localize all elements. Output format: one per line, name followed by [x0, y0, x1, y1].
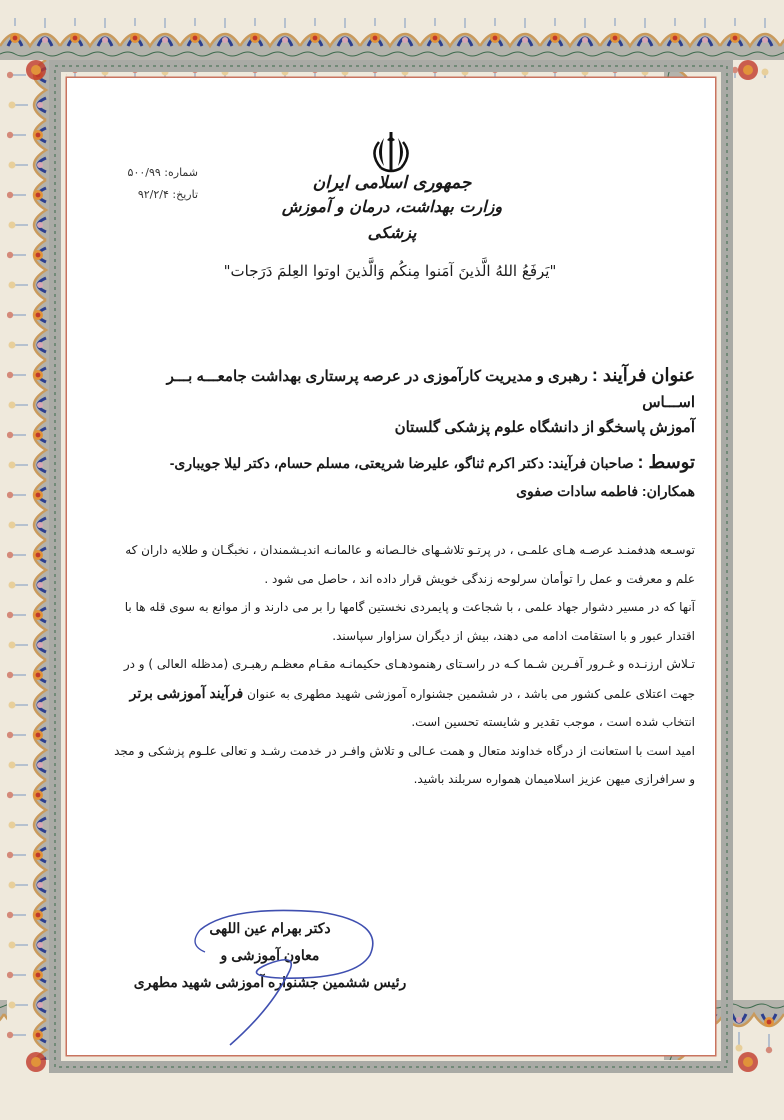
body-paragraph-1: توسـعه هدفمنـد عرصـه هـای علمـی ، در پرتـو تلاشـهای خالـصانه و عالمانـه اندیـشمندان ، نخبگـان و طلایه داران که علم و معرفت و عمل را توأمان سرلوحه زندگی خویش قرار داده اند ، حاصل می شود .	[125, 543, 695, 586]
collaborators: همکاران: فاطمه سادات صفوی	[516, 483, 695, 499]
body-paragraph-4: امید است با استعانت از درگاه خداوند متعال و همت عـالی و تلاش وافـر در خدمت رشـد و تعالی علـوم پزشکی و مجد و سرافرازی میهن عزیز اسلامیمان همواره سربلند باشید.	[114, 743, 695, 786]
signatory-name: دکتر بهرام عین اللهی	[209, 920, 331, 936]
number-value: ۵۰۰/۹۹	[127, 166, 161, 179]
reference-date	[118, 184, 198, 206]
signatory-position-2: رئیس ششمین جشنواره آموزشی شهید مطهری	[133, 974, 407, 990]
paragraph-3-text-a: تـلاش ارزنـده و غـرور آفـرین شـما کـه در راسـتای رهنمودهـای حکیمانـه مقـام معظـم رهبـری (مدظله العالی ) و در جهت اعتلای علمی کشور می باشد ، در ششمین جشنواره آموزشی شهید مطهری به عنوان	[123, 657, 695, 701]
number-label: شماره:	[164, 166, 198, 179]
reference-block	[118, 162, 198, 206]
authors-block	[110, 449, 695, 506]
body-paragraph-3	[110, 650, 695, 737]
award-title: فرآیند آموزشی برتر	[129, 684, 244, 701]
paragraph-3-text-b: انتخاب شده است ، موجب تقدیر و شایسته تحسین است.	[411, 715, 695, 729]
certificate-body	[110, 536, 695, 794]
title-label: عنوان فرآیند :	[591, 365, 695, 385]
body-paragraph-2: آنها که در مسیر دشوار جهاد علمی ، با شجاعت و پایمردی نخستین گامها را بر می دارند و از موانع به سوی قله ها با اقتدار عبور و با استقامت ادامه می دهند، بیش از دیگران سزاوار سپاسند.	[124, 600, 695, 643]
ministry-header	[270, 172, 514, 246]
signatory-block	[120, 915, 420, 996]
title-line-1: رهبری و مدیریت کارآموزی در عرصه پرستاری بهداشت جامعـــه بـــر اســـاس	[166, 368, 695, 411]
iran-emblem-icon	[371, 130, 411, 174]
ministry-name: وزارت بهداشت، درمان و آموزش پزشکی	[281, 197, 503, 242]
quran-verse: "یَرفَعُ اللهُ الَّذینَ آمَنوا مِنکُم وَالَّذینَ اوتوا العِلمَ دَرَجات"	[223, 262, 557, 280]
date-value: ۹۲/۲/۴	[137, 188, 169, 201]
date-label: تاریخ:	[172, 188, 198, 201]
process-title	[110, 362, 695, 440]
title-line-2: آموزش پاسخگو از دانشگاه علوم پزشکی گلستان	[394, 419, 695, 436]
authors-label: توسط :	[637, 452, 695, 472]
signatory-position-1: معاون آموزشی و	[220, 947, 320, 963]
reference-number	[118, 162, 198, 184]
republic-name: جمهوری اسلامی ایران	[312, 173, 472, 193]
process-owners: صاحبان فرآیند: دکتر اکرم ثناگو، علیرضا شریعتی، مسلم حسام، دکتر لیلا جویباری-	[169, 455, 634, 471]
